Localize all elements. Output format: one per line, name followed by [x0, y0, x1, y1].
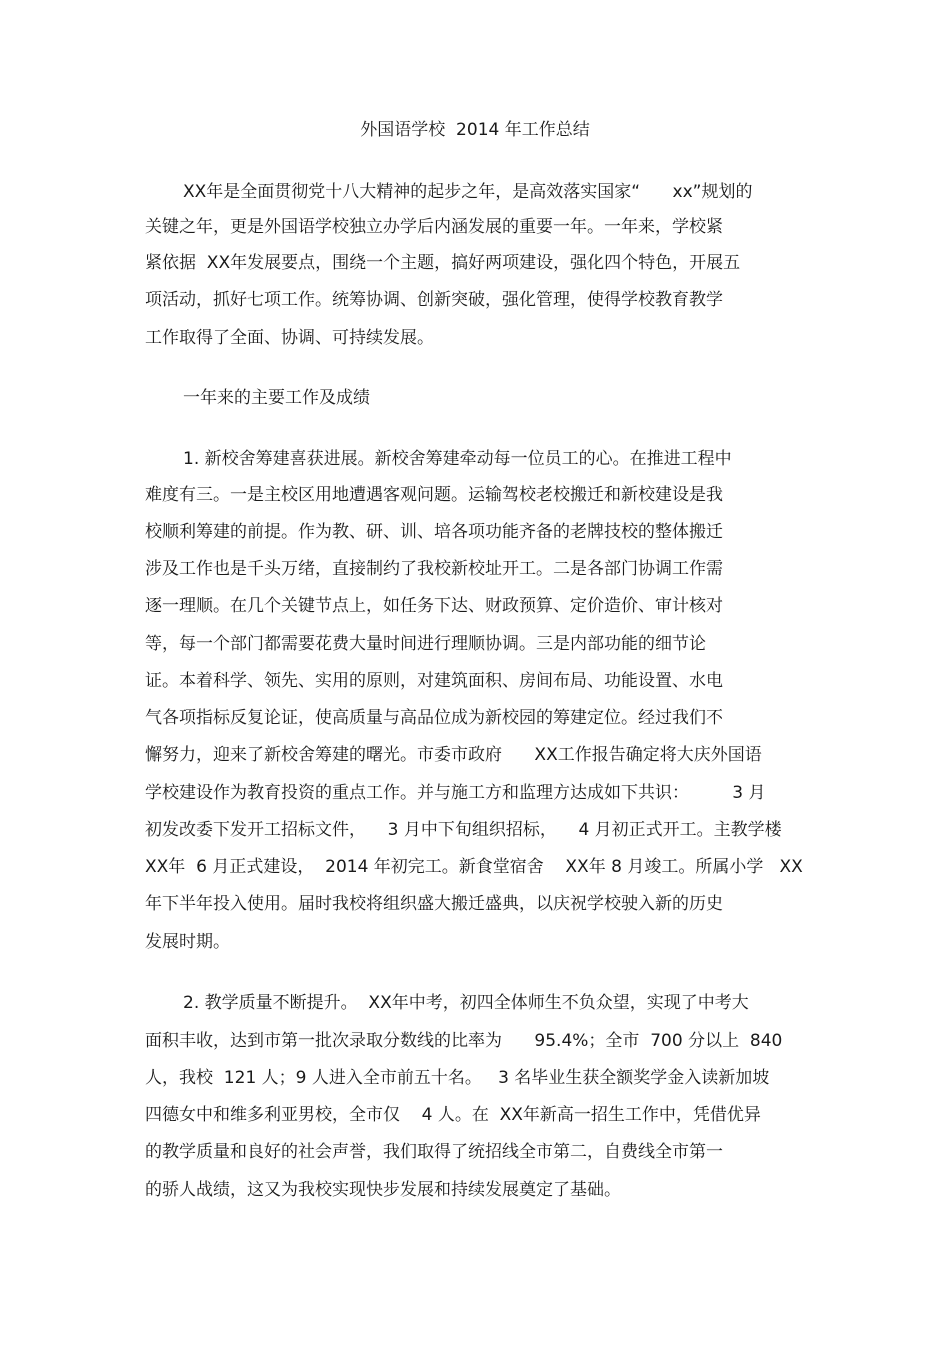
- paragraph-2-line-3: 校顺利筹建的前提。作为教、研、训、培各项功能齐备的老牌技校的整体搬迁: [145, 522, 723, 542]
- paragraph-3-line-4: 四德女中和维多利亚男校，全市仅 4 人。在 XX年新高一招生工作中，凭借优异: [145, 1105, 761, 1125]
- paragraph-2-line-12: XX年 6 月正式建设， 2014 年初完工。新食堂宿舍 XX年 8 月竣工。所属小学 XX: [145, 857, 803, 877]
- paragraph-2-line-7: 证。本着科学、领先、实用的原则，对建筑面积、房间布局、功能设置、水电: [145, 671, 723, 691]
- paragraph-2-line-5: 逐一理顺。在几个关键节点上，如任务下达、财政预算、定价造价、审计核对: [145, 596, 723, 616]
- paragraph-1-line-3: 紧依据 XX年发展要点，围绕一个主题，搞好两项建设，强化四个特色，开展五: [145, 253, 741, 273]
- paragraph-1-line-2: 关键之年，更是外国语学校独立办学后内涵发展的重要一年。一年来，学校紧: [145, 217, 723, 237]
- paragraph-2-line-2: 难度有三。一是主校区用地遭遇客观问题。运输驾校老校搬迁和新校建设是我: [145, 485, 723, 505]
- paragraph-2-line-9: 懈努力，迎来了新校舍筹建的曙光。市委市政府 XX工作报告确定将大庆外国语: [145, 745, 762, 765]
- paragraph-3-line-1: 2. 教学质量不断提升。 XX年中考，初四全体师生不负众望，实现了中考大: [183, 993, 749, 1013]
- paragraph-2-line-13: 年下半年投入使用。届时我校将组织盛大搬迁盛典，以庆祝学校驶入新的历史: [145, 894, 723, 914]
- document-title: 外国语学校 2014 年工作总结: [360, 120, 590, 140]
- paragraph-2-line-11: 初发改委下发开工招标文件， 3 月中下旬组织招标， 4 月初正式开工。主教学楼: [145, 820, 782, 840]
- paragraph-1-line-1: XX年是全面贯彻党十八大精神的起步之年，是高效落实国家“ xx”规划的: [183, 182, 753, 202]
- paragraph-1-line-4: 项活动，抓好七项工作。统筹协调、创新突破，强化管理，使得学校教育教学: [145, 290, 723, 310]
- paragraph-2-line-14: 发展时期。: [145, 932, 230, 952]
- section-heading: 一年来的主要工作及成绩: [183, 388, 370, 408]
- paragraph-3-line-2: 面积丰收，达到市第一批次录取分数线的比率为 95.4%；全市 700 分以上 840: [145, 1031, 783, 1051]
- paragraph-3-line-5: 的教学质量和良好的社会声誉，我们取得了统招线全市第二，自费线全市第一: [145, 1142, 723, 1162]
- paragraph-2-line-6: 等，每一个部门都需要花费大量时间进行理顺协调。三是内部功能的细节论: [145, 634, 706, 654]
- paragraph-2-line-8: 气各项指标反复论证，使高质量与高品位成为新校园的筹建定位。经过我们不: [145, 708, 723, 728]
- paragraph-1-line-5: 工作取得了全面、协调、可持续发展。: [145, 328, 434, 348]
- paragraph-2-line-1: 1. 新校舍筹建喜获进展。新校舍筹建牵动每一位员工的心。在推进工程中: [183, 449, 732, 469]
- paragraph-2-line-4: 涉及工作也是千头万绪，直接制约了我校新校址开工。二是各部门协调工作需: [145, 559, 723, 579]
- paragraph-2-line-10: 学校建设作为教育投资的重点工作。并与施工方和监理方达成如下共识： 3 月: [145, 783, 766, 803]
- paragraph-3-line-6: 的骄人战绩，这又为我校实现快步发展和持续发展奠定了基础。: [145, 1180, 621, 1200]
- paragraph-3-line-3: 人，我校 121 人；9 人进入全市前五十名。 3 名毕业生获全额奖学金入读新加坡: [145, 1068, 770, 1088]
